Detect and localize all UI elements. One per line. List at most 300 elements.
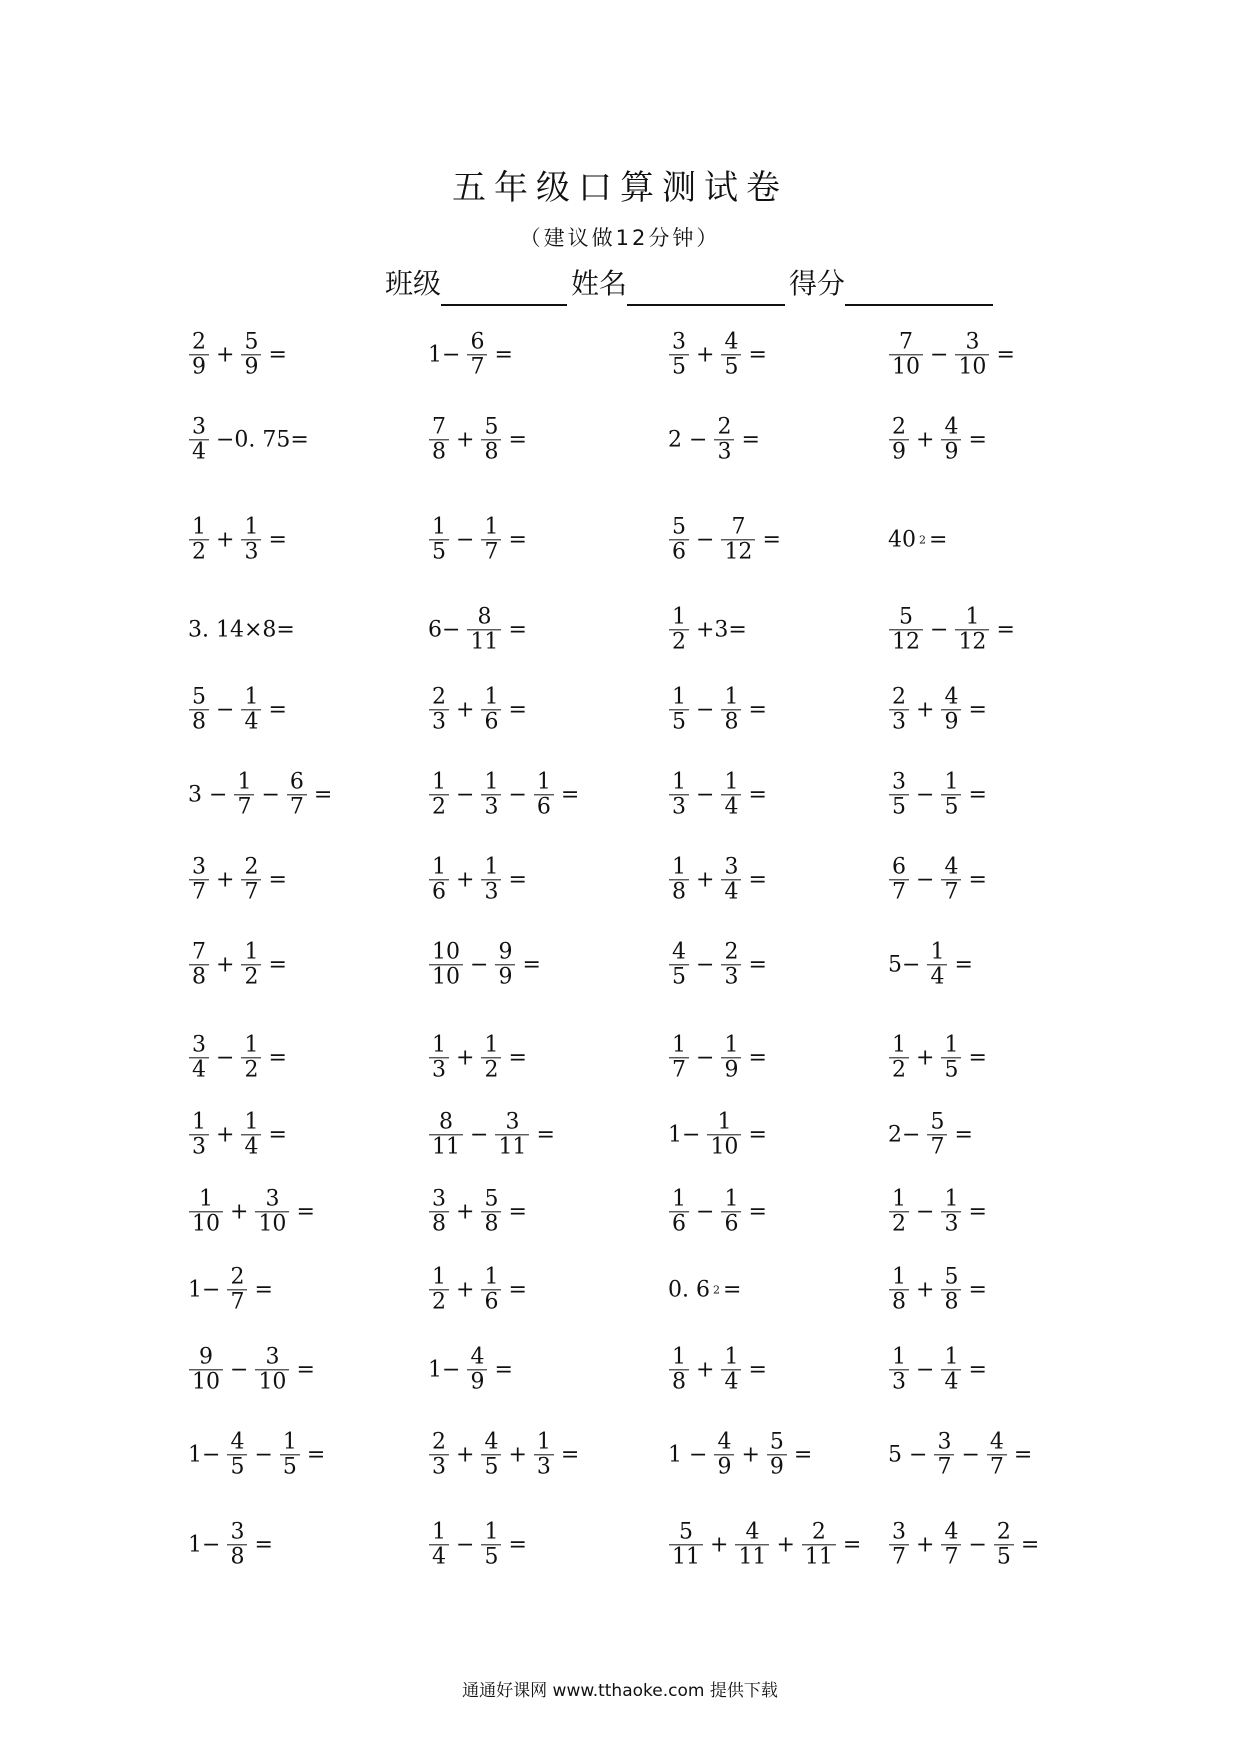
problem-3-2 xyxy=(425,515,530,564)
fraction xyxy=(429,1520,449,1569)
problem-8-1 xyxy=(185,940,290,989)
operator-text: = xyxy=(929,527,948,553)
fraction xyxy=(767,1430,787,1479)
fraction xyxy=(941,685,961,734)
numerator: 3 xyxy=(432,1186,446,1212)
fraction xyxy=(721,330,741,379)
operator-text: = xyxy=(968,782,987,808)
fraction xyxy=(481,515,501,564)
operator-text: = xyxy=(296,1357,315,1383)
problem-12-1 xyxy=(185,1265,276,1314)
denominator: 11 xyxy=(802,1545,836,1570)
fraction xyxy=(429,515,449,564)
fraction xyxy=(669,1520,703,1569)
problem-6-4 xyxy=(885,770,990,819)
operator-text: = xyxy=(508,527,527,553)
problem-2-1 xyxy=(185,415,312,464)
problem-10-3 xyxy=(665,1110,770,1159)
fraction xyxy=(941,1187,961,1236)
problem-3-1 xyxy=(185,515,290,564)
operator-text: = xyxy=(508,1045,527,1071)
numerator: 1 xyxy=(672,684,686,710)
fraction xyxy=(721,1345,741,1394)
operator-text: 1 − xyxy=(668,1442,708,1468)
numerator: 2 xyxy=(811,1519,826,1545)
fraction xyxy=(241,515,261,564)
problem-3-4 xyxy=(885,528,950,553)
fraction xyxy=(941,1520,961,1569)
problem-10-1 xyxy=(185,1110,290,1159)
denominator: 2 xyxy=(669,630,689,655)
denominator: 5 xyxy=(227,1455,247,1480)
operator-text: − xyxy=(254,1442,273,1468)
denominator: 7 xyxy=(467,355,487,380)
operator-text: + xyxy=(456,427,475,453)
fraction xyxy=(987,1430,1007,1479)
fraction xyxy=(429,685,449,734)
denominator: 3 xyxy=(429,1058,449,1083)
operator-text: + xyxy=(456,1045,475,1071)
denominator: 3 xyxy=(889,1370,909,1395)
denominator: 8 xyxy=(669,1370,689,1395)
denominator: 9 xyxy=(941,710,961,735)
fraction xyxy=(495,1110,529,1159)
operator-text: + xyxy=(916,697,935,723)
fraction xyxy=(669,330,689,379)
denominator: 7 xyxy=(481,540,501,565)
operator-text: − xyxy=(916,782,935,808)
problem-11-4 xyxy=(885,1187,990,1236)
numerator: 5 xyxy=(944,1264,959,1290)
operator-text: + xyxy=(696,1357,715,1383)
fraction xyxy=(189,330,209,379)
operator-text: − xyxy=(456,527,475,553)
operator-text: + xyxy=(230,1199,249,1225)
numerator: 1 xyxy=(484,1519,499,1545)
denominator: 11 xyxy=(429,1135,463,1160)
denominator: 11 xyxy=(669,1545,703,1570)
operator-text: = xyxy=(722,1277,742,1303)
numerator: 1 xyxy=(944,1344,959,1370)
denominator: 7 xyxy=(941,880,961,905)
numerator: 1 xyxy=(724,769,739,795)
operator-text: − xyxy=(968,1532,987,1558)
denominator: 6 xyxy=(721,1212,741,1237)
numerator: 4 xyxy=(484,1429,499,1455)
operator-text: = xyxy=(954,1122,973,1148)
numerator: 3 xyxy=(265,1186,280,1212)
fraction xyxy=(467,330,487,379)
denominator: 8 xyxy=(941,1290,961,1315)
operator-text: = xyxy=(968,867,987,893)
numerator: 4 xyxy=(944,854,959,880)
problem-14-3 xyxy=(665,1430,815,1479)
operator-text: − xyxy=(230,1357,249,1383)
fraction xyxy=(481,415,501,464)
operator-text: + xyxy=(216,952,235,978)
fraction xyxy=(189,855,209,904)
problem-2-4 xyxy=(885,415,990,464)
problem-3-3 xyxy=(665,515,784,564)
denominator: 8 xyxy=(889,1290,909,1315)
denominator: 5 xyxy=(481,1455,501,1480)
numerator: 5 xyxy=(484,414,499,440)
problem-5-4 xyxy=(885,685,990,734)
operator-text: = xyxy=(560,1442,580,1468)
numerator: 1 xyxy=(192,514,206,540)
operator-text: + xyxy=(456,1199,475,1225)
operator-text: − xyxy=(696,697,715,723)
numerator: 1 xyxy=(244,1109,259,1135)
operator-text: + xyxy=(456,867,475,893)
operator-text: 1− xyxy=(188,1442,221,1468)
numerator: 2 xyxy=(192,329,206,355)
exponent: 2 xyxy=(919,533,926,547)
fraction xyxy=(669,770,689,819)
fraction xyxy=(669,605,689,654)
operator-text: = xyxy=(508,867,527,893)
fraction xyxy=(707,1110,741,1159)
numerator: 3 xyxy=(192,1032,206,1058)
denominator: 10 xyxy=(429,965,463,990)
fraction xyxy=(714,1430,734,1479)
operator-text: = xyxy=(296,1199,315,1225)
operator-text: = xyxy=(968,1199,987,1225)
fraction xyxy=(955,330,989,379)
denominator: 10 xyxy=(189,1370,223,1395)
numerator: 1 xyxy=(930,939,945,965)
operator-text: = xyxy=(842,1532,862,1558)
operator-text: + xyxy=(456,1442,475,1468)
fraction xyxy=(721,855,741,904)
denominator: 7 xyxy=(287,795,307,820)
numerator: 4 xyxy=(470,1344,485,1370)
problem-7-4 xyxy=(885,855,990,904)
denominator: 3 xyxy=(714,440,734,465)
numerator: 1 xyxy=(484,1264,499,1290)
denominator: 9 xyxy=(721,1058,741,1083)
denominator: 5 xyxy=(941,1058,961,1083)
denominator: 6 xyxy=(534,795,554,820)
denominator: 4 xyxy=(721,1370,741,1395)
numerator: 2 xyxy=(892,684,906,710)
operator-text: = xyxy=(508,1277,527,1303)
denominator: 4 xyxy=(927,965,947,990)
denominator: 2 xyxy=(429,1290,449,1315)
numerator: 7 xyxy=(192,939,206,965)
denominator: 8 xyxy=(481,1212,501,1237)
denominator: 10 xyxy=(255,1212,289,1237)
operator-text: = xyxy=(522,952,541,978)
fraction xyxy=(467,1345,487,1394)
operator-text: = xyxy=(508,1532,527,1558)
denominator: 7 xyxy=(234,795,254,820)
denominator: 6 xyxy=(429,880,449,905)
denominator: 8 xyxy=(429,440,449,465)
numerator: 3 xyxy=(265,1344,280,1370)
numerator: 1 xyxy=(944,1032,959,1058)
numerator: 1 xyxy=(965,604,980,630)
denominator: 9 xyxy=(467,1370,487,1395)
numerator: 1 xyxy=(432,1032,446,1058)
operator-text: 40 xyxy=(888,527,916,553)
numerator: 1 xyxy=(244,684,259,710)
operator-text: − xyxy=(696,952,715,978)
numerator: 5 xyxy=(484,1186,499,1212)
operator-text: 3 − xyxy=(188,782,228,808)
numerator: 2 xyxy=(432,684,446,710)
operator-text: − xyxy=(916,1199,935,1225)
fraction xyxy=(241,685,261,734)
footer-source: 通通好课网 www.tthaoke.com 提供下载 xyxy=(462,1681,778,1701)
numerator: 4 xyxy=(944,684,959,710)
fraction xyxy=(669,685,689,734)
fraction xyxy=(481,855,501,904)
fraction xyxy=(467,605,501,654)
denominator: 6 xyxy=(481,710,501,735)
denominator: 2 xyxy=(889,1058,909,1083)
problem-15-1 xyxy=(185,1520,276,1569)
numerator: 1 xyxy=(724,1344,739,1370)
fraction xyxy=(889,1033,909,1082)
problem-8-2 xyxy=(425,940,544,989)
denominator: 7 xyxy=(889,880,909,905)
numerator: 3 xyxy=(937,1429,952,1455)
fraction xyxy=(429,855,449,904)
denominator: 3 xyxy=(429,1455,449,1480)
numerator: 1 xyxy=(724,684,739,710)
operator-text: + xyxy=(916,427,935,453)
operator-text: = xyxy=(996,617,1015,643)
operator-text: + xyxy=(216,867,235,893)
numerator: 1 xyxy=(892,1186,906,1212)
problem-9-2 xyxy=(425,1033,530,1082)
problem-9-3 xyxy=(665,1033,770,1082)
numerator: 9 xyxy=(498,939,513,965)
fraction xyxy=(941,1345,961,1394)
fraction xyxy=(241,855,261,904)
numerator: 1 xyxy=(944,1186,959,1212)
operator-text: + xyxy=(216,1122,235,1148)
fraction xyxy=(889,770,909,819)
problem-1-4 xyxy=(885,330,1018,379)
denominator: 8 xyxy=(189,710,209,735)
fraction xyxy=(429,1033,449,1082)
numerator: 3 xyxy=(192,414,206,440)
fraction xyxy=(241,1110,261,1159)
operator-text: + xyxy=(456,1277,475,1303)
operator-text: − xyxy=(216,1045,235,1071)
numerator: 2 xyxy=(996,1519,1011,1545)
operator-text: + xyxy=(916,1277,935,1303)
operator-text: = xyxy=(536,1122,555,1148)
operator-text: 2 − xyxy=(668,427,708,453)
operator-text: − xyxy=(508,782,527,808)
operator-text: = xyxy=(748,1199,767,1225)
problem-15-3 xyxy=(665,1520,864,1569)
denominator: 7 xyxy=(227,1290,247,1315)
denominator: 4 xyxy=(721,880,741,905)
operator-text: 6− xyxy=(428,617,461,643)
numerator: 1 xyxy=(432,514,446,540)
problem-14-4 xyxy=(885,1430,1035,1479)
denominator: 7 xyxy=(927,1135,947,1160)
numerator: 6 xyxy=(289,769,304,795)
numerator: 7 xyxy=(731,514,746,540)
numerator: 1 xyxy=(432,769,446,795)
operator-text: = xyxy=(268,527,287,553)
operator-text: = xyxy=(1020,1532,1040,1558)
exponent: 2 xyxy=(712,1283,720,1297)
numerator: 1 xyxy=(244,1032,259,1058)
problem-4-1 xyxy=(185,618,298,643)
problem-6-3 xyxy=(665,770,770,819)
operator-text: − xyxy=(916,867,935,893)
problem-7-1 xyxy=(185,855,290,904)
operator-text: − xyxy=(930,617,949,643)
numerator: 2 xyxy=(244,854,259,880)
denominator: 5 xyxy=(669,965,689,990)
numerator: 1 xyxy=(672,769,686,795)
denominator: 10 xyxy=(889,355,923,380)
denominator: 3 xyxy=(429,710,449,735)
numerator: 3 xyxy=(965,329,980,355)
operator-text: = xyxy=(968,427,987,453)
operator-text: = xyxy=(494,1357,513,1383)
operator-text: − xyxy=(216,697,235,723)
operator-text: + xyxy=(216,342,235,368)
denominator: 3 xyxy=(941,1212,961,1237)
operator-text: + xyxy=(456,697,475,723)
denominator: 2 xyxy=(429,795,449,820)
denominator: 6 xyxy=(481,1290,501,1315)
operator-text: 1− xyxy=(188,1532,221,1558)
fraction xyxy=(255,1187,289,1236)
operator-text: = xyxy=(313,782,333,808)
operator-text: − xyxy=(961,1442,980,1468)
operator-text: − xyxy=(696,782,715,808)
problem-4-3 xyxy=(665,605,750,654)
fraction xyxy=(481,770,501,819)
problem-13-1 xyxy=(185,1345,318,1394)
problem-13-2 xyxy=(425,1345,516,1394)
operator-text: = xyxy=(793,1442,813,1468)
denominator: 4 xyxy=(189,1058,209,1083)
denominator: 5 xyxy=(481,1545,501,1570)
numerator: 3 xyxy=(192,854,206,880)
fraction xyxy=(189,415,209,464)
fraction xyxy=(889,330,923,379)
operator-text: = xyxy=(560,782,580,808)
numerator: 6 xyxy=(470,329,485,355)
denominator: 5 xyxy=(889,795,909,820)
fraction xyxy=(241,940,261,989)
operator-text: = xyxy=(508,427,527,453)
operator-text: 1− xyxy=(668,1122,701,1148)
denominator: 7 xyxy=(987,1455,1007,1480)
operator-text: 3. 14×8= xyxy=(188,617,295,643)
fraction xyxy=(994,1520,1014,1569)
operator-text: − xyxy=(470,952,489,978)
operator-text: 5 − xyxy=(888,1442,928,1468)
denominator: 5 xyxy=(429,540,449,565)
operator-text: = xyxy=(954,952,973,978)
denominator: 8 xyxy=(721,710,741,735)
numerator: 2 xyxy=(724,939,739,965)
fraction xyxy=(669,1187,689,1236)
denominator: 11 xyxy=(495,1135,529,1160)
fraction xyxy=(234,770,254,819)
numerator: 1 xyxy=(244,939,259,965)
operator-text: − xyxy=(696,527,715,553)
fraction xyxy=(721,515,755,564)
numerator: 7 xyxy=(899,329,913,355)
numerator: 4 xyxy=(724,329,739,355)
fraction xyxy=(927,1110,947,1159)
fraction xyxy=(669,940,689,989)
denominator: 8 xyxy=(669,880,689,905)
fraction xyxy=(481,685,501,734)
fraction xyxy=(189,1033,209,1082)
numerator: 2 xyxy=(717,414,732,440)
fraction xyxy=(534,770,554,819)
fraction xyxy=(189,1187,223,1236)
operator-text: = xyxy=(748,1045,767,1071)
fraction xyxy=(189,1345,223,1394)
operator-text: − xyxy=(930,342,949,368)
numerator: 1 xyxy=(672,1186,686,1212)
fraction xyxy=(889,855,909,904)
problem-8-3 xyxy=(665,940,770,989)
operator-text: = xyxy=(508,1199,527,1225)
problem-13-3 xyxy=(665,1345,770,1394)
fraction xyxy=(481,1430,501,1479)
operator-text: + xyxy=(216,527,235,553)
numerator: 1 xyxy=(484,769,499,795)
numerator: 4 xyxy=(745,1519,760,1545)
denominator: 9 xyxy=(495,965,515,990)
denominator: 9 xyxy=(189,355,209,380)
numerator: 3 xyxy=(892,1519,906,1545)
problem-9-1 xyxy=(185,1033,290,1082)
denominator: 3 xyxy=(534,1455,554,1480)
denominator: 7 xyxy=(934,1455,954,1480)
fraction xyxy=(889,605,923,654)
denominator: 5 xyxy=(280,1455,300,1480)
problem-13-4 xyxy=(885,1345,990,1394)
operator-text: − xyxy=(456,782,475,808)
problem-7-2 xyxy=(425,855,530,904)
denominator: 7 xyxy=(189,880,209,905)
numerator: 1 xyxy=(484,854,499,880)
numerator: 4 xyxy=(230,1429,245,1455)
fraction xyxy=(481,1187,501,1236)
operator-text: = xyxy=(748,1357,767,1383)
denominator: 10 xyxy=(189,1212,223,1237)
numerator: 1 xyxy=(484,1032,499,1058)
fraction xyxy=(735,1520,769,1569)
operator-text: = xyxy=(968,1045,987,1071)
denominator: 9 xyxy=(889,440,909,465)
numerator: 5 xyxy=(244,329,259,355)
class-label: 班级 xyxy=(385,267,442,300)
operator-text: = xyxy=(748,697,767,723)
operator-text: −0. 75= xyxy=(216,427,309,453)
fraction xyxy=(721,1187,741,1236)
numerator: 1 xyxy=(944,769,959,795)
operator-text: = xyxy=(748,952,767,978)
problem-15-4 xyxy=(885,1520,1042,1569)
